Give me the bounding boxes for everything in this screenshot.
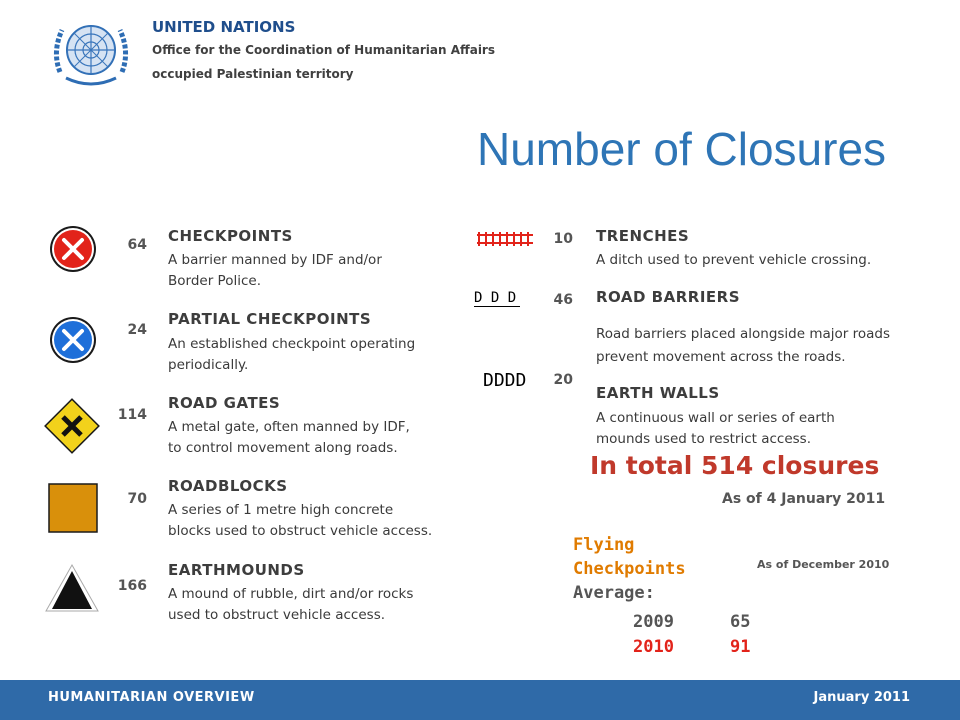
flying-checkpoints-date: As of December 2010 — [757, 558, 890, 571]
footer-section-label: HUMANITARIAN OVERVIEW — [48, 690, 255, 705]
road-barriers-title: ROAD BARRIERS — [596, 288, 741, 306]
flying-year-2009: 2009 — [633, 612, 674, 632]
earthmounds-desc: A mound of rubble, dirt and/or rocks used to obstruct vehicle access. — [168, 586, 414, 623]
trenches-count: 10 — [553, 231, 573, 247]
un-emblem-icon — [46, 12, 136, 92]
partial-checkpoints-title: PARTIAL CHECKPOINTS — [168, 310, 372, 328]
earth-walls-count: 20 — [553, 372, 573, 388]
road-barriers-desc: Road barriers placed alongside major roads prevent movement across the roads. — [596, 326, 891, 365]
trenches-title: TRENCHES — [596, 227, 690, 245]
earth-walls-desc: A continuous wall or series of earth mounds used to restrict access. — [596, 410, 835, 447]
flying-checkpoints-label-1: Flying — [573, 535, 635, 555]
territory-name: occupied Palestinian territory — [152, 67, 354, 81]
checkpoints-desc: A barrier manned by IDF and/or Border Police. — [168, 252, 382, 289]
earthmounds-title: EARTHMOUNDS — [168, 561, 305, 579]
earthmounds-count: 166 — [117, 578, 147, 594]
flying-checkpoints-average-label: Average: — [573, 583, 655, 603]
road-gates-title: ROAD GATES — [168, 394, 281, 412]
roadblocks-title: ROADBLOCKS — [168, 477, 288, 495]
partial-checkpoints-count: 24 — [127, 322, 147, 338]
total-closures: In total 514 closures — [590, 451, 880, 480]
road-gates-desc: A metal gate, often manned by IDF, to control movement along roads. — [168, 419, 410, 456]
roadblocks-count: 70 — [127, 491, 147, 507]
earth-walls-title: EARTH WALLS — [596, 384, 720, 402]
flying-value-2009: 65 — [730, 612, 751, 632]
roadblocks-desc: A series of 1 metre high concrete blocks used to obstruct vehicle access. — [168, 502, 433, 539]
total-date: As of 4 January 2011 — [722, 491, 886, 507]
checkpoints-title: CHECKPOINTS — [168, 227, 293, 245]
road-barrier-icon: D D D — [474, 290, 520, 307]
page-title: Number of Closures — [477, 123, 887, 175]
road-barriers-count: 46 — [553, 292, 573, 308]
partial-checkpoints-desc: An established checkpoint operating periodically. — [168, 336, 416, 373]
office-name: Office for the Coordination of Humanitarian Affairs — [152, 43, 495, 57]
earth-wall-icon: DDDD — [483, 370, 527, 391]
trenches-desc: A ditch used to prevent vehicle crossing. — [596, 252, 872, 268]
checkpoints-count: 64 — [127, 237, 147, 253]
flying-year-2010: 2010 — [633, 637, 674, 657]
org-name: UNITED NATIONS — [152, 18, 296, 36]
footer-date: January 2011 — [813, 690, 910, 705]
road-gates-count: 114 — [117, 407, 147, 423]
flying-value-2010: 91 — [730, 637, 751, 657]
flying-checkpoints-label-2: Checkpoints — [573, 559, 686, 579]
